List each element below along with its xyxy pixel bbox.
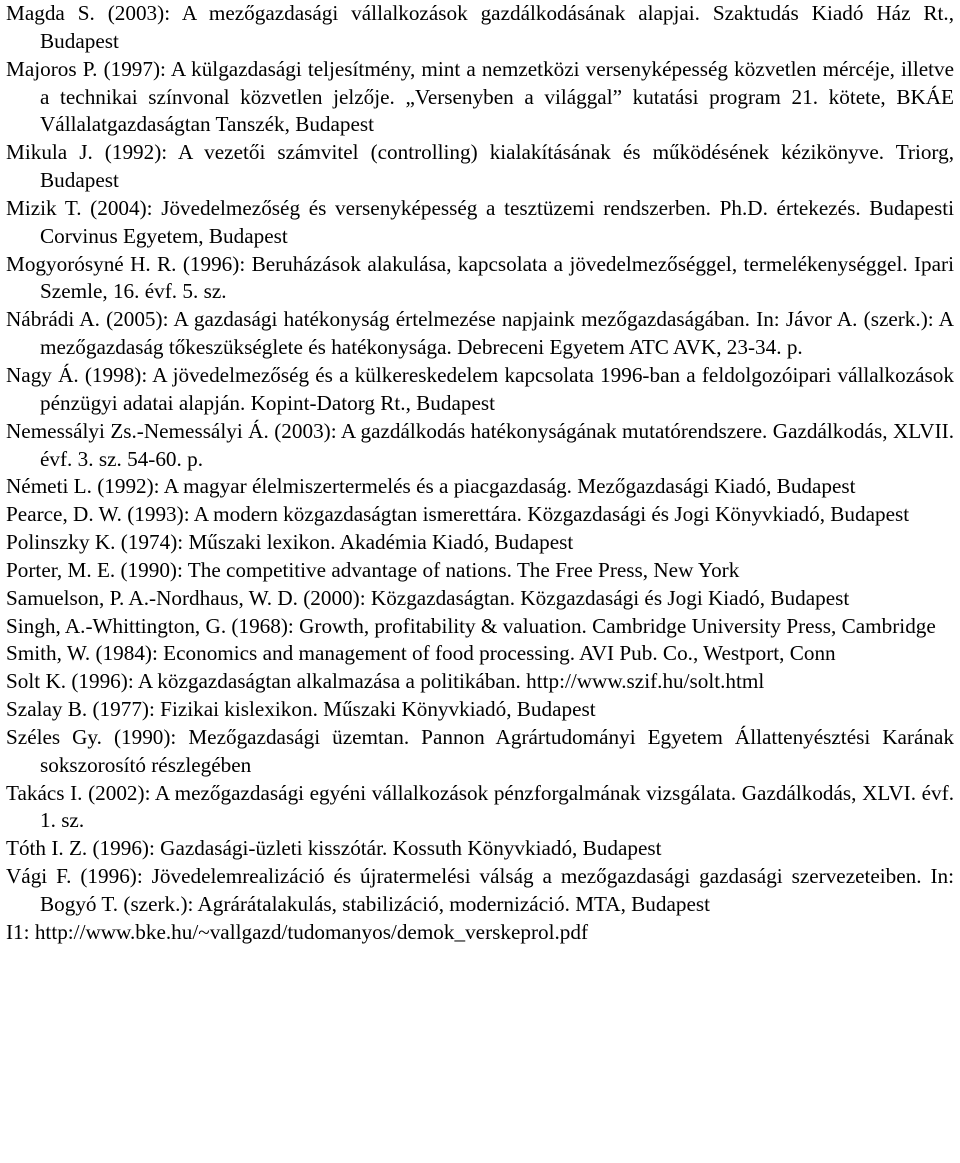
reference-entry-mikula: Mikula J. (1992): A vezetői számvitel (controlling) kialakításának és működésének kézikönyve. Triorg, Budapest	[6, 140, 954, 193]
reference-entry-nemeti: Németi L. (1992): A magyar élelmiszertermelés és a piacgazdaság. Mezőgazdasági Kiadó, Budapest	[6, 474, 856, 499]
reference-entry-nagy: Nagy Á. (1998): A jövedelmezőség és a külkereskedelem kapcsolata 1996-ban a feldolgozóipari vállalkozások pénzügyi adatai alapján. Kopint-Datorg Rt., Budapest	[6, 362, 954, 415]
reference-entry-vagi: Vági F. (1996): Jövedelemrealizáció és újratermelési válság a mezőgazdasági gazdasági szervezeteiben. In: Bogyó T. (szerk.): Agrárátalakulás, stabilizáció, modernizáció. MTA, Budapest	[6, 864, 954, 916]
reference-entry-samuelson: Samuelson, P. A.-Nordhaus, W. D. (2000): Közgazdaságtan. Közgazdasági és Jogi Kiadó, Budapest	[6, 585, 850, 610]
reference-entry-toth: Tóth I. Z. (1996): Gazdasági-üzleti kisszótár. Kossuth Könyvkiadó, Budapest	[6, 836, 662, 861]
reference-entry-porter: Porter, M. E. (1990): The competitive advantage of nations. The Free Press, New York	[6, 557, 740, 582]
reference-entry-magda: Magda S. (2003): A mezőgazdasági vállalkozások gazdálkodásának alapjai. Szaktudás Kiadó Ház Rt., Budapest	[6, 1, 954, 53]
reference-entry-nabradi: Nábrádi A. (2005): A gazdasági hatékonyság értelmezése napjaink mezőgazdaságában. In: Jávor A. (szerk.): A mezőgazdaság tőkeszükséglete és hatékonysága. Debreceni Egyetem ATC AVK, 23-34. p.	[6, 307, 954, 360]
reference-entry-majoros: Majoros P. (1997): A külgazdasági teljesítmény, mint a nemzetközi versenyképesség közvetlen mércéje, illetve a technikai színvonal közvetlen jelzője. „Versenyben a világgal” kutatási program 21. kötete, BKÁE Vállalatgazdaságtan Tanszék, Budapest	[6, 56, 954, 137]
reference-entry-internet-source: I1: http://www.bke.hu/~vallgazd/tudomanyos/demok_verskeprol.pdf	[6, 919, 589, 944]
reference-entry-mizik: Mizik T. (2004): Jövedelmezőség és versenyképesség a tesztüzemi rendszerben. Ph.D. értekezés. Budapesti Corvinus Egyetem, Budapest	[6, 195, 954, 248]
reference-entry-singh: Singh, A.-Whittington, G. (1968): Growth, profitability & valuation. Cambridge University Press, Cambridge	[6, 613, 936, 638]
reference-entry-solt: Solt K. (1996): A közgazdaságtan alkalmazása a politikában. http://www.szif.hu/solt.html	[6, 669, 765, 694]
reference-entry-mogyorosyne: Mogyorósyné H. R. (1996): Beruházások alakulása, kapcsolata a jövedelmezőséggel, termelékenységgel. Ipari Szemle, 16. évf. 5. sz.	[6, 251, 954, 304]
reference-list	[6, 0, 954, 947]
reference-entry-takacs: Takács I. (2002): A mezőgazdasági egyéni vállalkozások pénzforgalmának vizsgálata. Gazdálkodás, XLVI. évf. 1. sz.	[6, 780, 954, 833]
reference-entry-smith: Smith, W. (1984): Economics and management of food processing. AVI Pub. Co., Westport, Conn	[6, 641, 836, 666]
reference-entry-szalay: Szalay B. (1977): Fizikai kislexikon. Műszaki Könyvkiadó, Budapest	[6, 697, 596, 722]
reference-entry-polinszky: Polinszky K. (1974): Műszaki lexikon. Akadémia Kiadó, Budapest	[6, 530, 574, 555]
reference-entry-szeles: Széles Gy. (1990): Mezőgazdasági üzemtan. Pannon Agrártudományi Egyetem Állattenyésztési Karának sokszorosító részlegében	[6, 724, 954, 777]
reference-entry-pearce: Pearce, D. W. (1993): A modern közgazdaságtan ismerettára. Közgazdasági és Jogi Könyvkiadó, Budapest	[6, 502, 910, 527]
reference-entry-nemessalyi: Nemessályi Zs.-Nemessályi Á. (2003): A gazdálkodás hatékonyságának mutatórendszere. Gazdálkodás, XLVII. évf. 3. sz. 54-60. p.	[6, 418, 954, 471]
